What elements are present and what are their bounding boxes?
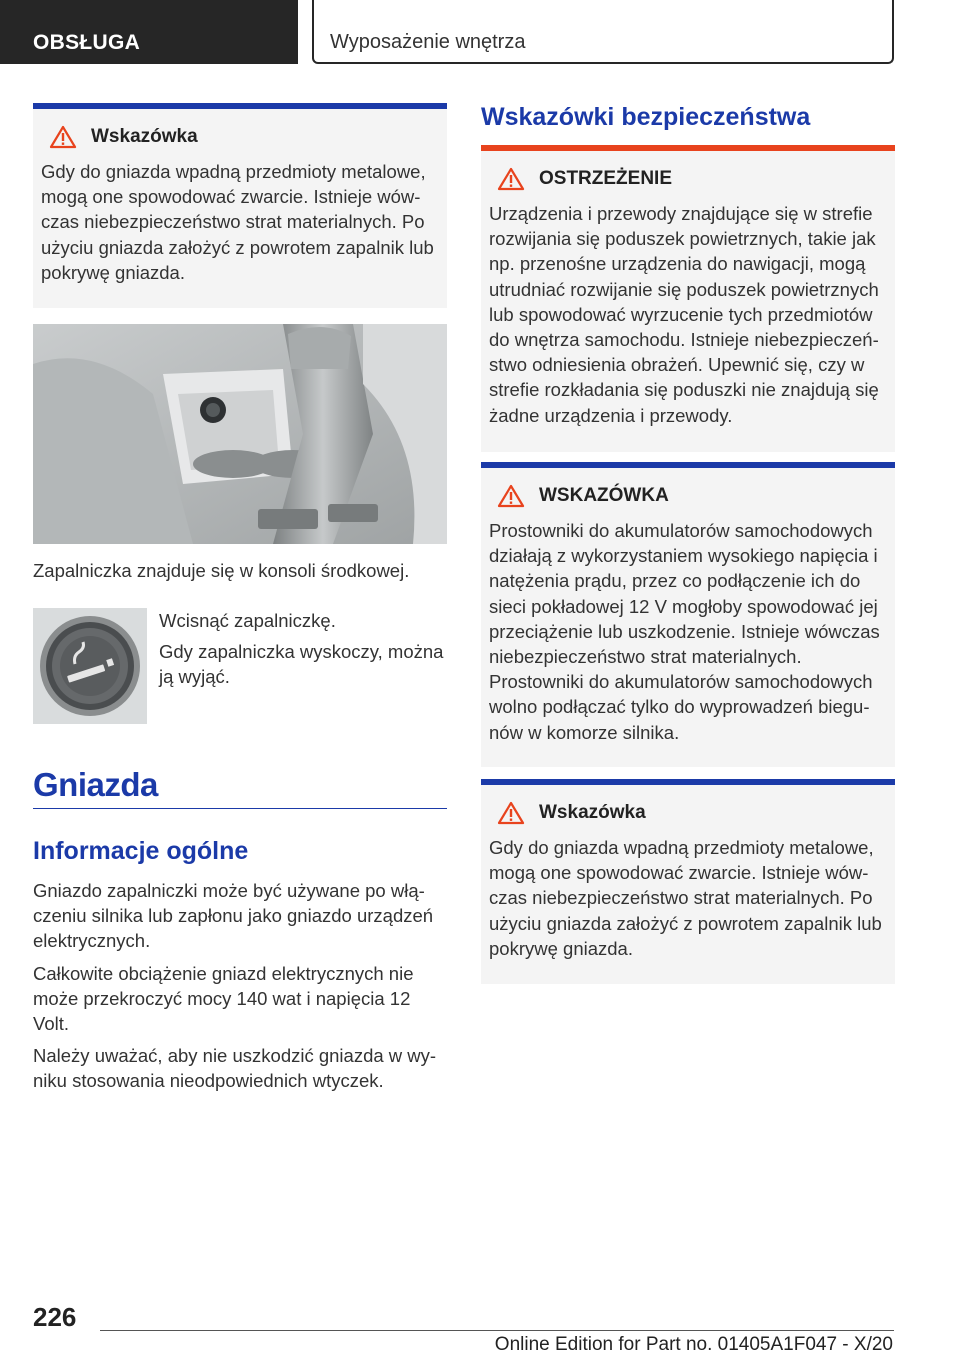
caution-body: Prostowniki do akumulatorów samochodowych działają z wykorzystaniem wysokiego napięcia i natężenia prądu, przez co podłączenie ich do sieci pokładowej 12 V mogłoby spowodować jej przeciążenie lub uszkodzenie. Istnieje wówczas niebezpieczeństwo strat materialnych. Prostowniki do akumulatorów samochodowych wolno podłączać tylko do wyprowadzeń biegunów w komorze silnika. xyxy=(489,520,880,743)
warning-triangle-icon xyxy=(497,801,525,825)
chapter-title: Wyposażenie wnętrza xyxy=(312,0,894,64)
step-press-lighter: Wcisnąć zapalniczkę. xyxy=(159,610,336,631)
page-number: 226 xyxy=(33,1302,77,1332)
cigarette-lighter-icon xyxy=(33,608,147,724)
subheading-general-info: Informacje ogólne xyxy=(33,837,249,865)
paragraph: Należy uważać, aby nie uszkodzić gniazda w wyniku stosowania nieodpowiednich wtyczek. xyxy=(33,1045,437,1092)
right-notes xyxy=(481,145,895,984)
center-console-photo xyxy=(33,324,447,544)
warning-title: OSTRZEŻENIE xyxy=(497,167,885,191)
note-box xyxy=(33,103,447,308)
warning-triangle-icon xyxy=(497,167,525,191)
cigarette-lighter-photo xyxy=(33,608,147,724)
caution-title: WSKAZÓWKA xyxy=(497,484,885,508)
paragraph: Całkowite obciążenie gniazd elektrycznych nie może przekroczyć mocy 140 wat i napięcia 12 Volt. xyxy=(33,962,414,1035)
note-box xyxy=(481,779,895,984)
general-info-text xyxy=(33,878,449,1094)
note-body: Gdy do gniazda wpadną przedmioty metalowe, mogą one spowodować zwarcie. Istnieje wówczas niebezpieczeństwo strat materialnych. Po użyciu gniazda założyć z powrotem zapalnik lub pokrywę gniazda. xyxy=(41,161,434,283)
footer-edition: Online Edition for Part no. 01405A1F047 - X/20 xyxy=(494,1334,893,1355)
photo-caption: Zapalniczka znajduje się w konsoli środkowej. xyxy=(33,560,410,581)
warning-box xyxy=(481,145,895,452)
warning-body: Urządzenia i przewody znajdujące się w strefie rozwijania się poduszek powietrznych, takie jak np. przenośne urządzenia do nawigacji, mogą utrudniać rozwijanie się poduszek powietrznych lub spowodować wyrzucenie tych przedmiotów do wnętrza samochodu. Istnieje niebezpieczeństwo odniesienia obrażeń. Upewnić się, czy w strefie rozkładania się poduszki nie znajdują się żadne urządzenia i przewody. xyxy=(489,203,879,426)
section-heading-safety: Wskazówki bezpieczeństwa xyxy=(481,103,811,131)
warning-triangle-icon xyxy=(497,484,525,508)
caution-box xyxy=(481,462,895,767)
section-heading-sockets: Gniazda xyxy=(33,766,158,803)
step-remove-lighter: Gdy zapalniczka wyskoczy, można ją wyjąć. xyxy=(159,641,444,688)
left-note xyxy=(33,103,447,308)
note-title: Wskazówka xyxy=(49,125,437,149)
footer-rule xyxy=(100,1330,894,1331)
heading-rule xyxy=(33,808,447,809)
warning-triangle-icon xyxy=(49,125,77,149)
section-tab: OBSŁUGA xyxy=(0,0,298,64)
paragraph: Gniazdo zapalniczki może być używane po włączeniu silnika lub zapłonu jako gniazdo urządzeń elektrycznych. xyxy=(33,880,434,952)
note-title: Wskazówka xyxy=(497,801,885,825)
note-body: Gdy do gniazda wpadną przedmioty metalowe, mogą one spowodować zwarcie. Istnieje wówczas niebezpieczeństwo strat materialnych. Po użyciu gniazda założyć z powrotem zapalnik lub pokrywę gniazda. xyxy=(489,837,882,959)
